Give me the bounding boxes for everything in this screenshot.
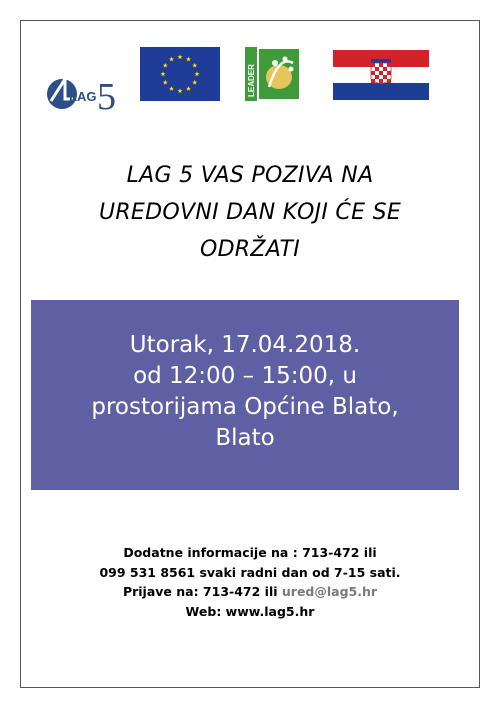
- lag5-logo: [45, 67, 120, 117]
- lag5-logo-text: LAG: [69, 89, 97, 104]
- lag5-logo-number: 5: [97, 76, 116, 117]
- checker-square: [387, 71, 391, 75]
- checker-square: [371, 63, 375, 67]
- checker-square: [383, 67, 387, 71]
- checker-square: [375, 67, 379, 71]
- leader-logo: [245, 47, 301, 101]
- email-link[interactable]: ured@lag5.hr: [281, 584, 378, 599]
- event-time: od 12:00 – 15:00, u: [133, 363, 357, 389]
- headline-line-1: LAG 5 VAS POZIVA NA: [126, 163, 374, 188]
- checker-square: [371, 79, 375, 83]
- checker-square: [371, 71, 375, 75]
- checker-square: [379, 63, 383, 67]
- checker-square: [379, 79, 383, 83]
- contact-info: [40, 543, 460, 621]
- eu-flag: [140, 47, 220, 101]
- contact-line-3: [40, 582, 460, 602]
- headline-line-2: UREDOVNI DAN KOJI ĆE SE: [98, 200, 402, 225]
- event-location: prostorijama Općine Blato,: [91, 394, 399, 420]
- invitation-headline: [40, 157, 460, 268]
- croatian-coat-of-arms-icon: [371, 59, 391, 84]
- registration-label: Prijave na: 713-472 ili: [122, 584, 282, 599]
- checker-square: [375, 75, 379, 79]
- website-line[interactable]: Web: www.lag5.hr: [185, 603, 315, 619]
- contact-line-1: Dodatne informacije na : 713-472 ili: [123, 545, 377, 560]
- checker-square: [387, 63, 391, 67]
- checker-square: [387, 79, 391, 83]
- checker-square: [379, 71, 383, 75]
- croatian-flag: [333, 50, 429, 100]
- leader-logo-text: LEADER: [247, 64, 256, 97]
- event-details-panel: [31, 300, 459, 490]
- event-date: Utorak, 17.04.2018.: [129, 332, 361, 358]
- contact-line-2: 099 531 8561 svaki radni dan od 7-15 sati.: [99, 564, 401, 580]
- checker-square: [383, 75, 387, 79]
- headline-line-3: ODRŽATI: [199, 237, 301, 262]
- event-town: Blato: [215, 425, 275, 451]
